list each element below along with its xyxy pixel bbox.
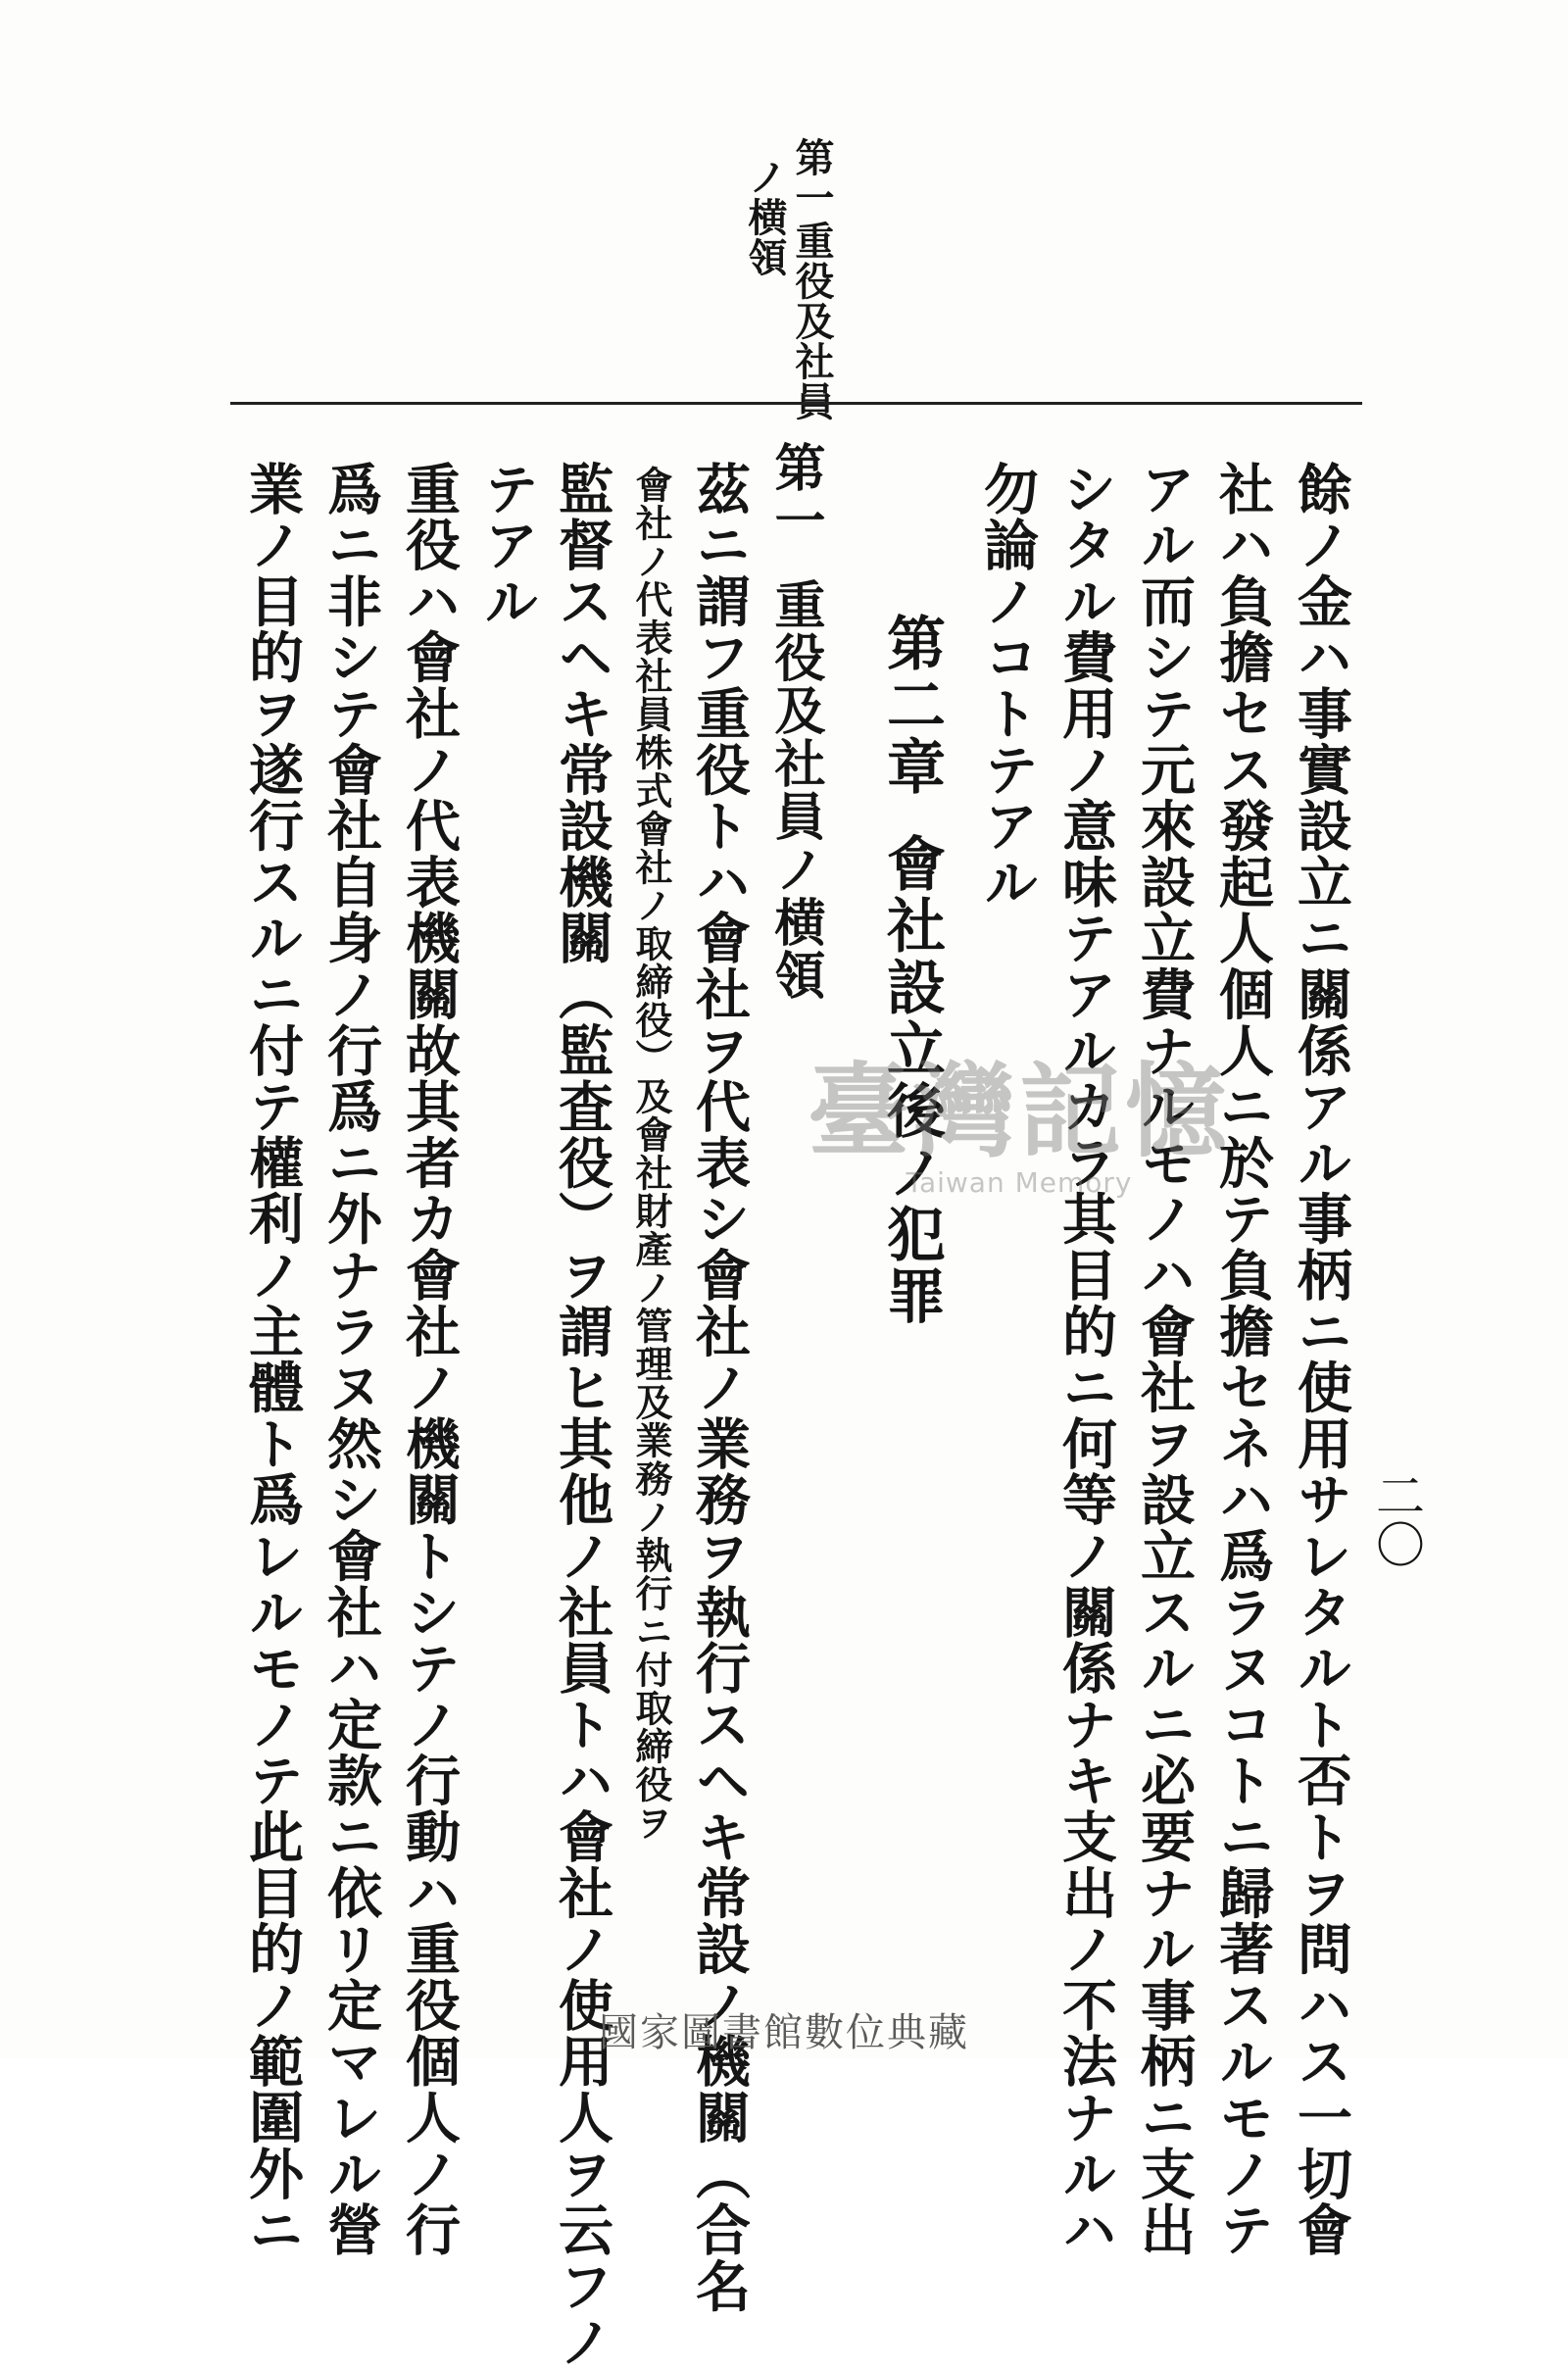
footer-source-label: 國家圖書館數位典藏 (599, 2010, 969, 2055)
text-column-10: 重役ハ會社ノ代表機關故其者カ會社ノ機關トシテノ行動ハ重役個人ノ行 (397, 461, 462, 2258)
text-column-5: 勿論ノコトテアル (975, 461, 1040, 911)
watermark-subtext: Taiwan Memory (906, 1166, 1133, 1199)
chapter-number: 第二章 (877, 613, 946, 798)
header-rule (230, 402, 1362, 405)
text-column-8: 監督スヘキ常設機關（監査役）ヲ謂ヒ其他ノ社員トハ會社ノ使用人ヲ云フノ (550, 461, 614, 2370)
section-title: 重役及社員ノ横領 (765, 578, 825, 1002)
section-number: 第一 (765, 441, 825, 547)
text-column-2: 社ハ負擔セス發起人個人ニ於テ負擔セネハ爲ラヌコトニ歸著スルモノテ (1210, 461, 1275, 2258)
watermark-text: 臺灣記憶 (807, 1051, 1231, 1171)
text-column-3: アル而シテ元來設立費ナルモノハ會社ヲ設立スルニ必要ナル事柄ニ支出 (1132, 461, 1197, 2258)
running-title-line-2: 重役及社員 (789, 221, 835, 421)
running-title-line-3: ノ横領 (742, 157, 788, 277)
running-title-line-1: 第一 (789, 137, 835, 218)
text-column-7: 會社ノ代表社員株式會社ノ取締役）及會社財產ノ管理及業務ノ執行ニ付取締役ヲ (629, 466, 673, 1842)
page-number: 二〇 (1368, 1470, 1425, 1568)
chapter-title: 會社設立後ノ犯罪 (877, 833, 946, 1327)
text-column-12: 業ノ目的ヲ遂行スルニ付テ權利ノ主體ト爲レルモノテ此目的ノ範圍外ニ (240, 461, 305, 2258)
text-column-4: シタル費用ノ意味テアルカラ其目的ニ何等ノ關係ナキ支出ノ不法ナルハ (1054, 461, 1118, 2258)
text-column-9: テアル (475, 461, 540, 629)
text-column-6: 茲ニ謂フ重役トハ會社ヲ代表シ會社ノ業務ヲ執行スヘキ常設ノ機關（合名 (687, 461, 752, 2314)
text-column-11: 爲ニ非シテ會社自身ノ行爲ニ外ナラヌ然シ會社ハ定款ニ依リ定マレル營 (318, 461, 383, 2258)
text-column-1: 餘ノ金ハ事實設立ニ關係アル事柄ニ使用サレタルト否トヲ問ハス一切會 (1289, 461, 1353, 2258)
